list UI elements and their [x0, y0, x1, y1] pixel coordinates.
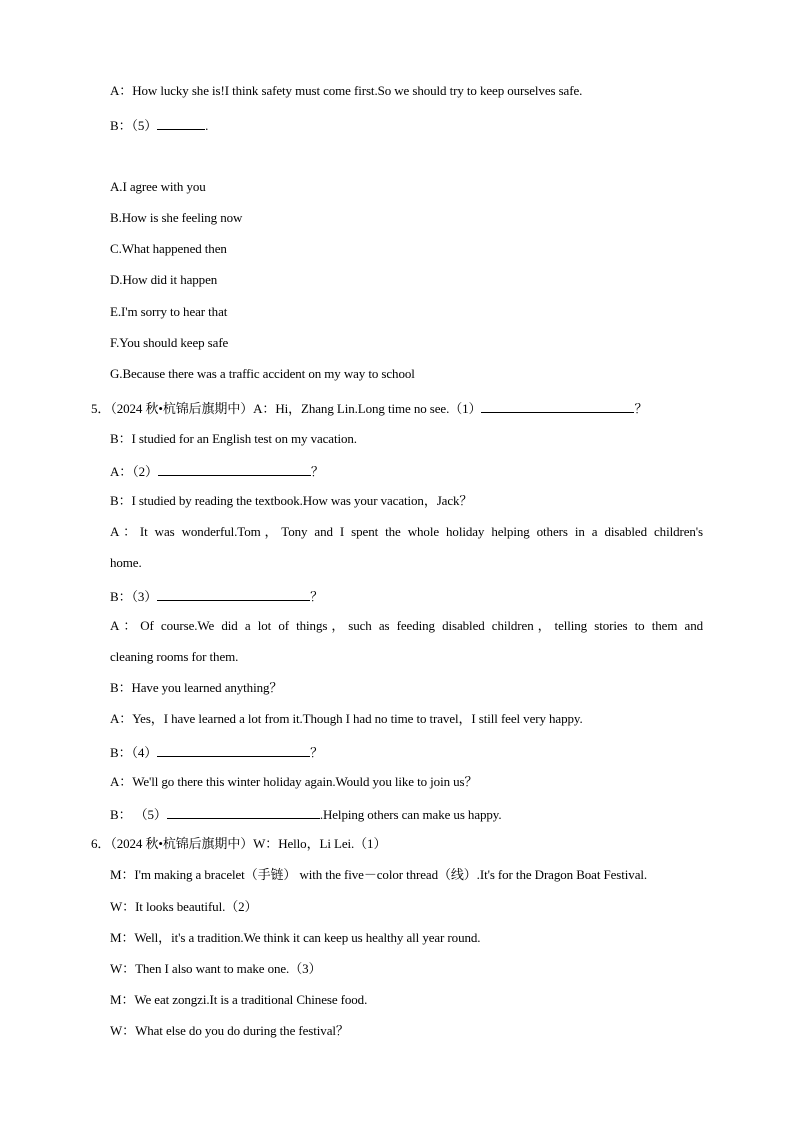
option-d: D.How did it happen — [110, 272, 218, 287]
dialogue-line: B：Have you learned anything？ — [110, 680, 283, 695]
option-f: F.You should keep safe — [110, 335, 229, 350]
line-suffix: . — [205, 118, 209, 133]
question-6-header — [91, 836, 386, 852]
dialogue-line: W：It looks beautiful.（2） — [110, 899, 258, 914]
question-mark: ？ — [310, 745, 324, 760]
answer-blank[interactable] — [167, 805, 320, 819]
line-prefix: A：Hi，Zhang Lin.Long time no see.（1） — [253, 401, 482, 416]
dialogue-text: W：Hello，Li Lei.（1） — [253, 836, 387, 851]
answer-blank[interactable] — [157, 743, 310, 757]
answer-blank[interactable] — [157, 587, 310, 601]
dialogue-line-cont: cleaning rooms for them. — [110, 649, 239, 664]
line-prefix: B： （5） — [110, 807, 167, 822]
line-suffix: .Helping others can make us happy. — [319, 807, 502, 822]
dialogue-line: A：How lucky she is!I think safety must come first.So we should try to keep ourselves safe. — [110, 83, 583, 98]
dialogue-line: A：We'll go there this winter holiday again.Would you like to join us？ — [110, 774, 478, 789]
question-mark: ？ — [634, 401, 648, 416]
dialogue-line: W：What else do you do during the festival？ — [110, 1023, 349, 1038]
line-prefix: B：（5） — [110, 118, 158, 133]
answer-blank[interactable] — [157, 116, 205, 130]
line-prefix: B：（4） — [110, 745, 158, 760]
dialogue-line-blank — [110, 462, 324, 480]
dialogue-line-blank — [110, 116, 208, 134]
question-number: 5． — [91, 401, 111, 416]
dialogue-line: M：Well，it's a tradition.We think it can keep us healthy all year round. — [110, 930, 481, 945]
dialogue-line: W：Then I also want to make one.（3） — [110, 961, 322, 976]
dialogue-line: M：I'm making a bracelet（手链） with the five－color thread（线）.It's for the Dragon Boat Festival. — [110, 867, 648, 882]
line-prefix: A：（2） — [110, 464, 158, 479]
dialogue-line-blank — [110, 805, 502, 823]
dialogue-line: A：Yes，I have learned a lot from it.Though I had no time to travel，I still feel very happy. — [110, 711, 583, 726]
question-5-header — [91, 399, 647, 417]
option-g: G.Because there was a traffic accident on my way to school — [110, 366, 415, 381]
dialogue-line: B：I studied by reading the textbook.How was your vacation，Jack？ — [110, 493, 473, 508]
answer-blank[interactable] — [481, 399, 634, 413]
dialogue-line-blank — [110, 587, 323, 605]
question-source: （2024 秋•杭锦后旗期中） — [110, 401, 254, 416]
dialogue-line: A：Of course.We did a lot of things，such as feeding disabled children，telling stories to them and — [110, 618, 703, 633]
option-c: C.What happened then — [110, 241, 227, 256]
question-source: （2024 秋•杭锦后旗期中） — [110, 836, 254, 851]
option-b: B.How is she feeling now — [110, 210, 243, 225]
dialogue-line: B：I studied for an English test on my vacation. — [110, 431, 357, 446]
dialogue-line: A：It was wonderful.Tom，Tony and I spent the whole holiday helping others in a disabled children's — [110, 524, 703, 539]
line-prefix: B：（3） — [110, 589, 158, 604]
answer-blank[interactable] — [158, 462, 311, 476]
dialogue-line-blank — [110, 743, 323, 761]
option-a: A.I agree with you — [110, 179, 206, 194]
question-number: 6． — [91, 836, 111, 851]
question-mark: ？ — [310, 589, 324, 604]
dialogue-line: M：We eat zongzi.It is a traditional Chinese food. — [110, 992, 368, 1007]
option-e: E.I'm sorry to hear that — [110, 304, 228, 319]
dialogue-line-cont: home. — [110, 555, 142, 570]
question-mark: ？ — [310, 464, 324, 479]
